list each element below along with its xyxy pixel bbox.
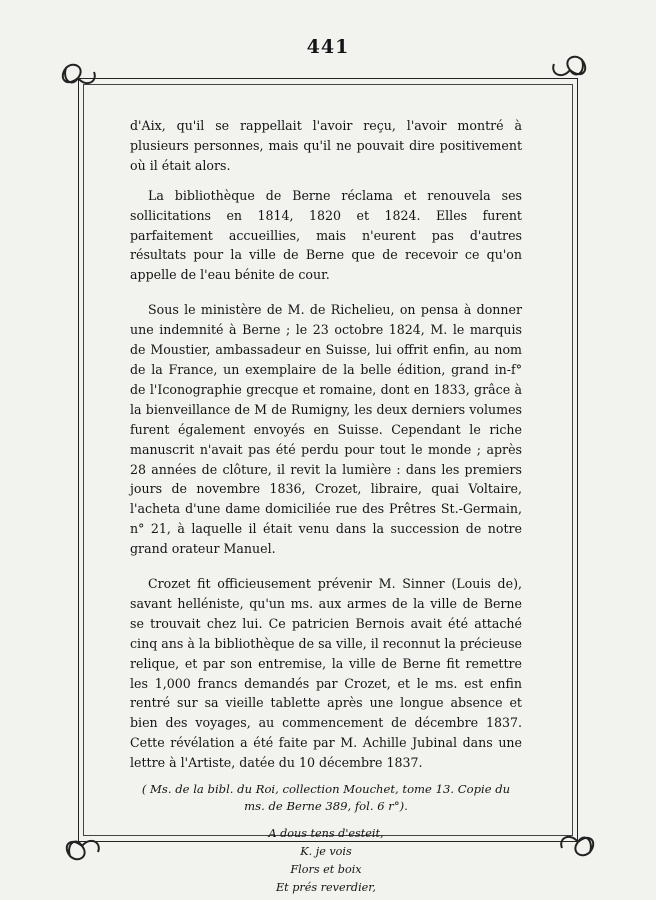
- page-text: [130, 116, 522, 897]
- corner-ornament-icon: [556, 822, 600, 862]
- poem-excerpt: [130, 825, 522, 897]
- corner-ornament-icon: [548, 50, 592, 90]
- page-number: 441: [306, 36, 350, 58]
- poem-line: A dous tens d'esteit,: [268, 827, 384, 841]
- paragraph-continuation: d'Aix, qu'il se rappellait l'avoir reçu, l'avoir montré à plusieurs personnes, mais qu'il ne pouvait dire positivement où il était alors.: [130, 118, 522, 173]
- corner-ornament-icon: [60, 826, 104, 866]
- citation: ( Ms. de la bibl. du Roi, collection Mouchet, tome 13. Copie du ms. de Berne 389, fol. 6 r°).: [141, 782, 511, 814]
- poem-line: K. je vois: [300, 845, 352, 859]
- paragraph-richelieu: Sous le ministère de M. de Richelieu, on pensa à donner une indemnité à Berne ; le 23 octobre 1824, M. le marquis de Moustier, ambassadeur en Suisse, lui offrit enfin, au nom de la France, un exemplaire de la belle édition, grand in-f° de l'Iconographie grecque et romaine, dont en 1833, grâce à la bienveillance de M de Rumigny, les deux derniers volumes furent également envoyés en Suisse. Cependant le riche manuscrit n'avait pas été perdu pour tout le monde ; après 28 années de clôture, il revit la lumière : dans les premiers jours de novembre 1836, Crozet, libraire, quai Voltaire, l'acheta d'une dame domiciliée rue des Prêtres St.-Germain, n° 21, à laquelle il était venu dans la succession de notre grand orateur Manuel.: [130, 302, 522, 557]
- poem-line: Flors et boix: [290, 863, 362, 877]
- paragraph-crozet: Crozet fit officieusement prévenir M. Sinner (Louis de), savant helléniste, qu'un ms. aux armes de la ville de Berne se trouvait chez lui. Ce patricien Bernois avait été attaché cinq ans à la bibliothèque de sa ville, il reconnut la précieuse relique, et par son entremise, la ville de Berne fit remettre les 1,000 francs demandés par Crozet, et le ms. est enfin rentré sur sa vieille tablette après une longue absence et bien des voyages, au commencement de décembre 1837. Cette révélation a été faite par M. Achille Jubinal dans une lettre à l'Artiste, datée du 10 décembre 1837.: [130, 576, 522, 771]
- poem-line: Et prés reverdier,: [276, 881, 376, 895]
- corner-ornament-icon: [56, 58, 100, 98]
- paragraph-berne-requests: La bibliothèque de Berne réclama et renouvela ses sollicitations en 1814, 1820 et 1824. Elles furent parfaitement accueillies, mais n'eurent pas d'autres résultats pour la ville de Berne que de recevoir ce qu'on appelle de l'eau bénite de cour.: [130, 187, 522, 283]
